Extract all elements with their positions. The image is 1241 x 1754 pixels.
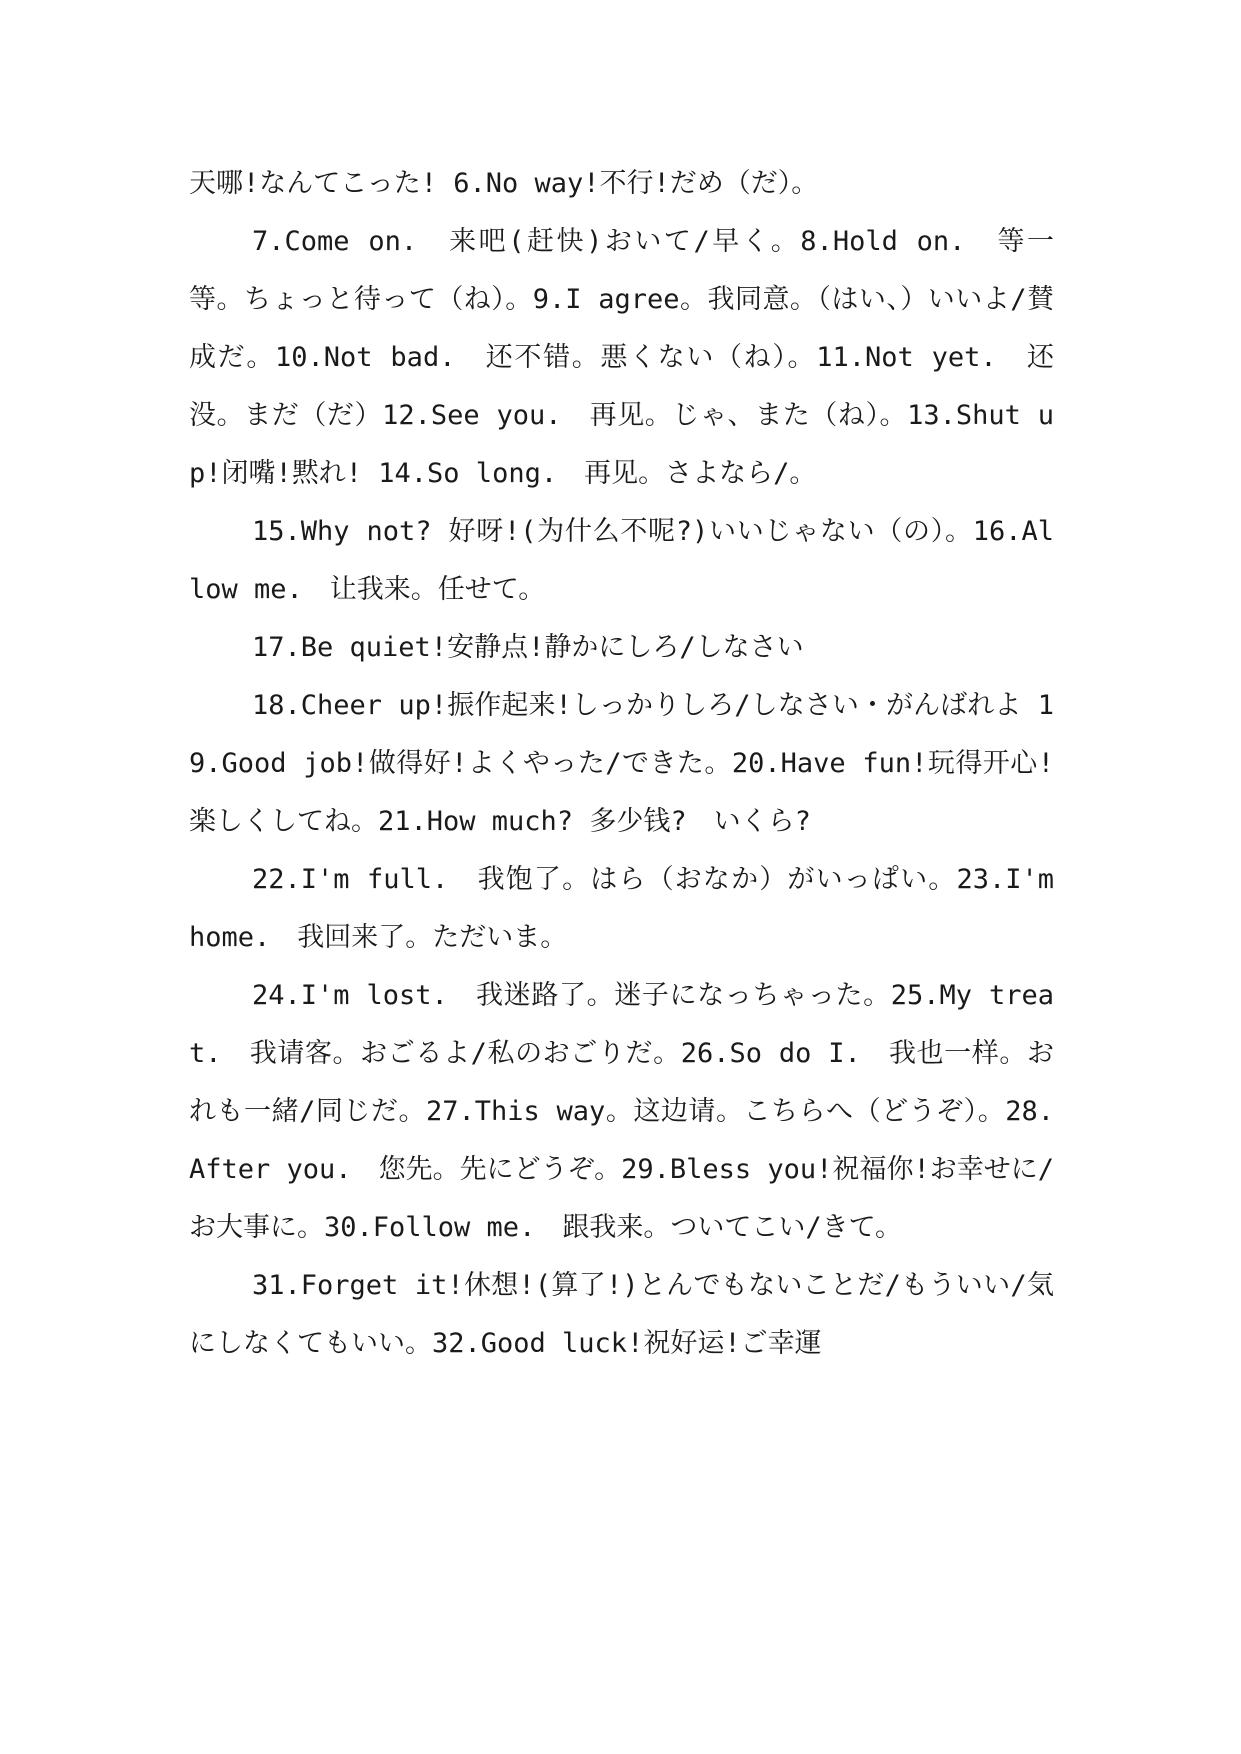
paragraph-4: 17.Be quiet!安静点!静かにしろ/しなさい (252, 632, 804, 663)
paragraph-6: 22.I'm full. 我饱了。はら（おなか）がいっぱい。23.I'm home. 我回来了。ただいま。 (189, 864, 1054, 953)
paragraph-8: 31.Forget it!休想!(算了!)とんでもないことだ/もういい/気にしなくてもいい。32.Good luck!祝好运!ご幸運 (189, 1270, 1054, 1359)
paragraph-3: 15.Why not? 好呀!(为什么不呢?)いいじゃない（の）。16.Allow me. 让我来。任せて。 (189, 516, 1054, 605)
paragraph-1: 天哪!なんてこった! 6.No way!不行!だめ（だ）。 (189, 168, 819, 199)
paragraph-7: 24.I'm lost. 我迷路了。迷子になっちゃった。25.My treat. 我请客。おごるよ/私のおごりだ。26.So do I. 我也一样。おれも一緒/同じだ。27.This way。这边请。こちらへ（どうぞ）。28.After you. 您先。先にどうぞ。29.Bless you!祝福你!お幸せに/お大事に。30.Follow me. 跟我来。ついてこい/きて。 (189, 980, 1054, 1243)
body-text (189, 155, 1054, 1373)
paragraph-5: 18.Cheer up!振作起来!しっかりしろ/しなさい・がんばれよ 19.Good job!做得好!よくやった/できた。20.Have fun!玩得开心!楽しくしてね。21.How much? 多少钱? いくら? (189, 690, 1054, 837)
paragraph-2: 7.Come on. 来吧(赶快)おいて/早く。8.Hold on. 等一等。ちょっと待って（ね）。9.I agree。我同意。（はい、）いいよ/賛成だ。10.Not bad. 还不错。悪くない（ね）。11.Not yet. 还没。まだ（だ）12.See you. 再见。じゃ、また（ね）。13.Shut up!闭嘴!黙れ! 14.So long. 再见。さよなら/。 (189, 226, 1054, 489)
